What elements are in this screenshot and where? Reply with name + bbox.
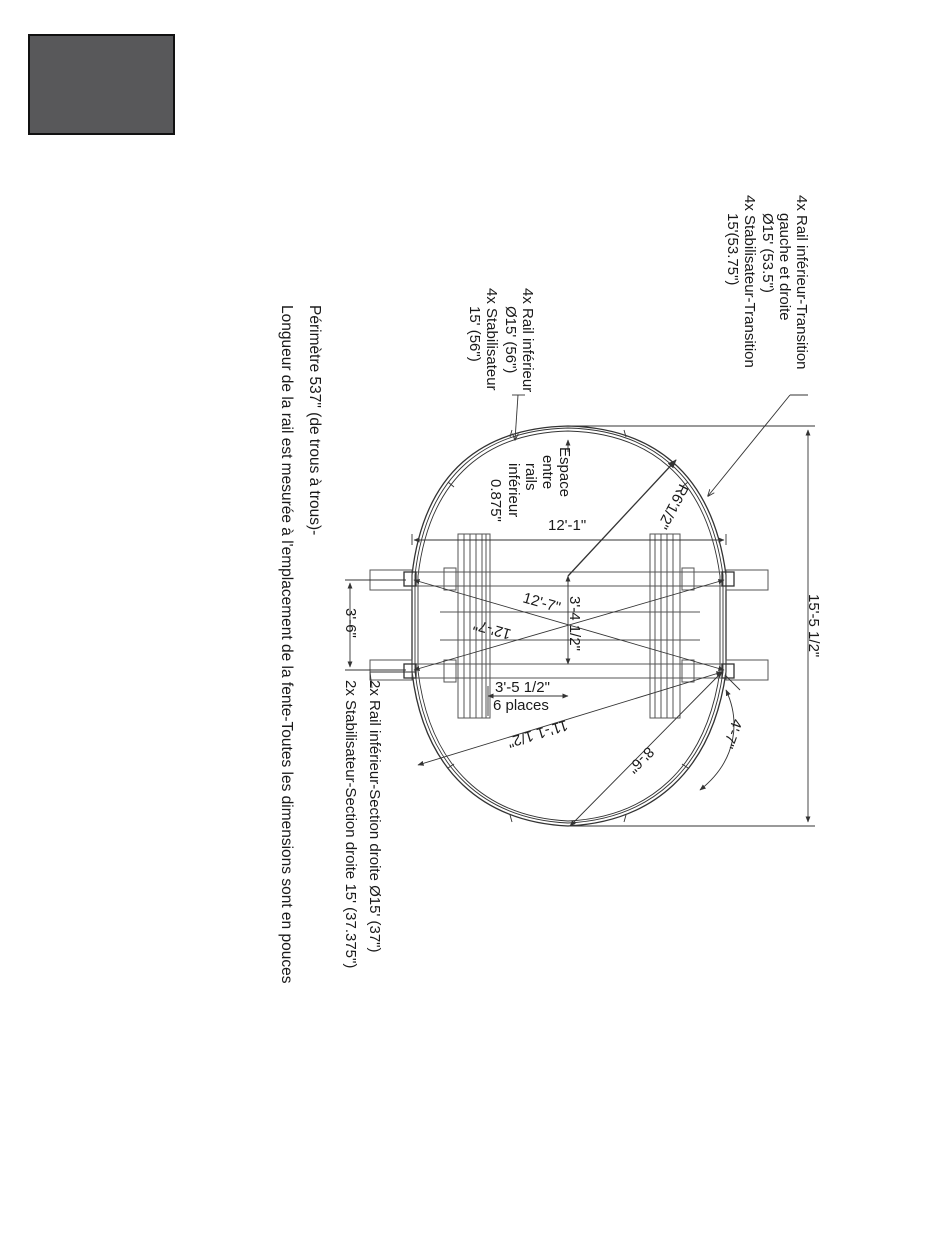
gap-line1: Espace [556,447,573,498]
bottom-stab-line2: 15' (56") [466,306,483,362]
gap-line4: inférieur [505,463,522,518]
leg-spacing-text: 3'-6" [342,608,359,638]
straight-section-labels [342,680,383,968]
side-a-text: 8'-6" [624,743,658,777]
diag-2-text: 12'-7" [471,615,514,643]
overall-length-text: 15'-5 1/2" [805,594,822,658]
gap-labels [487,447,573,522]
bottom-stab-line1: 4x Stabilisateur [483,288,500,391]
measurement-note: Longueur de la rail est mesurée à l'emplacement de la fente-Toutes les dimensions sont en pouces [278,305,295,984]
perimeter-note: Périmètre 537" (de trous à trous)- [306,305,323,536]
notes [278,305,323,984]
transition-rail-line2: gauche et droite [776,213,793,321]
gap-line2: entre [539,455,556,490]
leader-lines [370,395,808,690]
straight-rail-label: 2x Rail inférieur-Section droite Ø15' (37") [366,680,383,953]
center-offset-text: 3'-4 1/2" [566,596,583,651]
gap-line3: rails [522,463,539,491]
transition-labels [724,195,810,370]
diag-1-text: 12'-7" [520,589,563,617]
transition-stab-line2: 15'(53.75") [724,213,741,286]
radius-text: R6'1/2" [653,481,692,532]
transition-rail-line1: 4x Rail inférieur-Transition [793,195,810,370]
bottom-rail-line2: Ø15' (56") [502,306,519,374]
spacing-places-text: 6 places [493,697,549,714]
spacing-text: 3'-5 1/2" [495,679,550,696]
rail-bed-right [650,534,680,718]
gap-value: 0.875" [487,479,504,522]
bottom-rail-line1: 4x Rail inférieur [519,288,536,393]
transition-stab-line1: 4x Stabilisateur-Transition [741,195,758,368]
straight-stab-label: 2x Stabilisateur-Section droite 15' (37.375") [342,680,359,969]
width-text: 12'-1" [548,517,587,534]
width-dim [412,534,726,545]
overall-length-dim [568,426,815,826]
diag-long-text: 11'-1 1/2" [505,716,570,751]
transition-rail-line3: Ø15' (53.5") [759,213,776,293]
side-b-text: 4'-7" [719,716,746,751]
bottom-rail-labels [466,288,536,392]
